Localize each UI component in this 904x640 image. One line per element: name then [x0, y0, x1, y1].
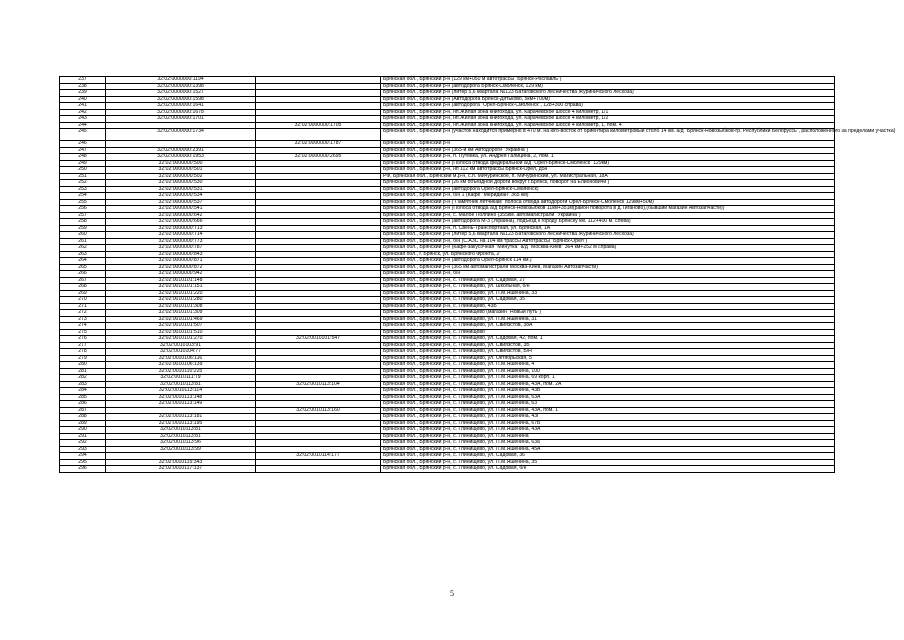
row-number-cell: 293 [60, 446, 106, 453]
address-cell: Брянская обл., Брянский р-н (26 км объездной дороги вокруг г.Брянск, поворот на Елионовичи ) [381, 180, 835, 187]
cadastral-number-cell: 32:02:0000000:773 [106, 238, 256, 245]
cadastral-number-cell: 32:02:0000000:1598 [106, 96, 256, 103]
address-cell: Брянская обл., Брянский р-н (литер 5,6 квартала №123 Батаговского лесничества Журиничского лесхоза) [381, 90, 835, 97]
row-number-cell: 292 [60, 440, 106, 447]
row-number-cell: 280 [60, 362, 106, 369]
row-number-cell: 276 [60, 336, 106, 343]
address-cell: Брянская обл., Брянский р-н (Полоса отвода федеральной а/д "Орел-Брянск-Смоленск" 129км) [381, 160, 835, 167]
cadastral-number-cell: 32:02:0010113:181 [106, 414, 256, 421]
related-cadastral-number-cell [256, 466, 381, 473]
row-number-cell: 277 [60, 342, 106, 349]
cadastral-number-cell: 32:02:0010101:510 [106, 329, 256, 336]
row-number-cell: 246 [60, 141, 106, 148]
row-number-cell: 281 [60, 368, 106, 375]
address-cell: Брянская обл., Брянский р-н, с. Глинищево, ул. П.М.Яшенина, 43А, пом. 1 [381, 407, 835, 414]
address-cell: Брянская обл., Брянский р-н, с. Глинищево, ул. Свиязстов, 38А [381, 323, 835, 330]
address-cell: Брянская обл., Брянский р-н, с. Глинищево, ул. Садовая, 27 [381, 277, 835, 284]
address-cell: Брянская обл., Брянский р-н, с. Глинищево, ул. Садовая, 35 [381, 297, 835, 304]
cadastral-number-cell: 32:02:0000000:531 [106, 186, 256, 193]
address-cell: Брянская обл., Брянский р-н, с. Глинищево, ул. П.М.Яшенина, 63А [381, 394, 835, 401]
address-cell: Брянская обл., Брянский р-н, с. Глинищево, ул. П.М.Яшенина, 43Г [381, 414, 835, 421]
cadastral-number-cell: 32:02:0000000:872 [106, 264, 256, 271]
cadastral-number-cell: 32:02:0010101:507 [106, 323, 256, 330]
address-cell: Брянская обл., Брянский р-н, с. Глинищево, 43Б [381, 303, 835, 310]
cadastral-number-cell: 32:02:0010101:308 [106, 303, 256, 310]
address-cell: Брянская обл., Брянский р-н, с. Глинищево, ул. П.М.Яшенина, 45А [381, 446, 835, 453]
row-number-cell: 242 [60, 109, 106, 116]
cadastral-number-cell: 32:02:0010111:79 [106, 375, 256, 382]
address-cell: Брянская обл., Брянский р-н (автодорога Орел-Брянск 114 км.) [381, 258, 835, 265]
row-number-cell: 241 [60, 103, 106, 110]
address-cell: Брянская обл., Брянский р-н ("Памятник летчикам" полоса отвода автодороги Орел-Брянск-Смоленск 129км+50м) [381, 199, 835, 206]
address-cell: Брянская обл., Брянский р-н, с. Глинищево (магазин "Новый путь") [381, 310, 835, 317]
address-cell: Брянская обл., Брянский р-н (автодорога "Орел-Брянск-Смоленск", 128+300 справа) [381, 103, 835, 110]
address-cell: Брянская обл., Брянский р-н (литер 5,6 квартала №123 Батаговского лесничества Журиничского лесхоза) [381, 232, 835, 239]
row-number-cell: 295 [60, 459, 106, 466]
address-cell: Брянская обл., Брянский р-н, с. Глинищево, ул. П.М.Яшенина, 43Б [381, 388, 835, 395]
cadastral-number-cell: 32:02:0000000:942 [106, 271, 256, 278]
address-cell: Брянская обл., Брянский р-н, с. Глинищево, ул. П.М.Яшенина, 63 [381, 401, 835, 408]
related-cadastral-number-cell: 32:02:0010101:547 [256, 336, 381, 343]
address-cell: Брянская обл., Брянский р-н, с. Глинищево, ул. П.М.Яшенина, 43А, пом. 2А [381, 381, 835, 388]
row-number-cell: 261 [60, 238, 106, 245]
row-number-cell: 294 [60, 453, 106, 460]
address-cell: РФ, Брянская обл., Брянский м.р-н, с.п. Мичуринское, п. Мичуринский, ул. Магистральная, 18А [381, 173, 835, 180]
address-cell: Брянская обл., Брянский р-н, с. Глинищево, ул. Октябрьская, 5 [381, 355, 835, 362]
row-number-cell: 238 [60, 83, 106, 90]
cadastral-number-cell: 32:02:0010106:116 [106, 355, 256, 362]
table-row [60, 466, 835, 473]
address-cell: Брянская обл., Брянский р-н, п. Путевка, ул. Андрея Галицина, 2, пом. 1 [381, 154, 835, 161]
address-cell: Брянская обл., Брянский р-н, с. Глинищево, ул. Свиязстов, 3Б [381, 342, 835, 349]
row-number-cell: 248 [60, 154, 106, 161]
cadastral-number-cell: 32:02:0000000:1527 [106, 90, 256, 97]
row-number-cell: 249 [60, 160, 106, 167]
row-number-cell: 263 [60, 251, 106, 258]
cadastral-number-cell: 32:02:0000000:1194 [106, 77, 256, 84]
cadastral-number-cell: 32:02:0010117:137 [106, 466, 256, 473]
cadastral-number-cell: 32:02:0000000:1953 [106, 154, 256, 161]
row-number-cell: 282 [60, 375, 106, 382]
address-cell: Брянская обл., Брянский р-н, б/н 1 (Кафе "Меридиан" 365 км) [381, 193, 835, 200]
related-cadastral-number-cell [256, 129, 381, 141]
address-cell: Брянская обл., Брянский р-н, с. Глинищево, ул. Школьная, б/н [381, 284, 835, 291]
cadastral-number-cell: 32:02:0000000:714 [106, 232, 256, 239]
row-number-cell: 268 [60, 284, 106, 291]
cadastral-number-cell: 32:02:0010110:225 [106, 368, 256, 375]
row-number-cell: 287 [60, 407, 106, 414]
cadastral-number-cell: 32:02:0000000:1734 [106, 129, 256, 141]
row-number-cell: 290 [60, 427, 106, 434]
row-number-cell: 257 [60, 212, 106, 219]
address-cell: Брянская обл., Брянский р-н (автодорога Брянск-Смоленск, 129 км) [381, 83, 835, 90]
row-number-cell: 237 [60, 77, 106, 84]
address-cell: Брянская обл., Брянский р-н, с. Глинищево, ул. П.М.Яшенина, 69 корп. 1 [381, 375, 835, 382]
row-number-cell: 269 [60, 290, 106, 297]
address-cell: Брянская обл., Брянский р-н, с. Глинищево, ул. Садовая, б/н [381, 466, 835, 473]
related-cadastral-number-cell: 32:02:0000000:2695 [256, 154, 381, 161]
row-number-cell: 273 [60, 316, 106, 323]
address-cell: Брянская обл., Брянский р-н, нп.Жилая зона книгохода, ул. Карачевское шоссе 4 километр, 1/2 [381, 116, 835, 123]
cadastral-number-cell: 32:02:0010101:309 [106, 310, 256, 317]
row-number-cell: 245 [60, 129, 106, 141]
row-number-cell: 244 [60, 122, 106, 129]
row-number-cell: 239 [60, 90, 106, 97]
row-number-cell: 289 [60, 420, 106, 427]
address-cell: Брянская обл., Брянский р-н (автодорога М-3 (Украина), подъезд к городу Брянску км. 112+400 м. слева) [381, 219, 835, 226]
row-number-cell: 243 [60, 116, 106, 123]
registry-table [59, 76, 896, 473]
row-number-cell: 250 [60, 167, 106, 174]
address-cell: Брянская обл., Брянский р-н, п. Свень-Транспортная, ул. Брянская, 1А [381, 225, 835, 232]
address-cell: Брянская обл., Брянский р-н (365 км автомагистрали Москва-Киев, Магазин Автозапчасти) [381, 264, 835, 271]
cadastral-number-cell: 32:02:0000000:871 [106, 258, 256, 265]
cadastral-number-cell: 32:02:0000000:1398 [106, 83, 256, 90]
address-cell: Брянская обл., Брянский р-н, б/н [381, 271, 835, 278]
cadastral-number-cell: 32:02:0010115:343 [106, 459, 256, 466]
address-cell: Брянская обл., Брянский р-н, с. Глинищево, ул. Садовая, 42, пом. 1 [381, 336, 835, 343]
row-number-cell: 247 [60, 147, 106, 154]
cadastral-number-cell: 32:02:0010113:99 [106, 446, 256, 453]
cadastral-number-cell: 32:02:0010113:81 [106, 381, 256, 388]
cadastral-number-cell: 32:02:0000000:787 [106, 245, 256, 252]
cadastral-number-cell: 32:02:0000000:1678 [106, 109, 256, 116]
cadastral-number-cell: 32:02:0000000:713 [106, 225, 256, 232]
cadastral-number-cell: 32:02:0010101:280 [106, 297, 256, 304]
related-cadastral-number-cell: 32:02:0000000:1787 [256, 141, 381, 148]
address-cell: Брянская обл., Брянский р-н, с. Глинищево, ул. П.М.Яшенина, 100 [381, 368, 835, 375]
row-number-cell: 252 [60, 180, 106, 187]
row-number-cell: 291 [60, 433, 106, 440]
cadastral-number-cell: 32:02:0000000:541 [106, 206, 256, 213]
row-number-cell: 266 [60, 271, 106, 278]
row-number-cell: 283 [60, 381, 106, 388]
registry-table-body [60, 76, 896, 473]
row-number-cell: 259 [60, 225, 106, 232]
cadastral-number-cell: 32:02:0000000:1641 [106, 103, 256, 110]
row-number-cell: 260 [60, 232, 106, 239]
address-cell: Брянская обл., Брянский р-н [381, 141, 835, 148]
cadastral-number-cell: 32:02:0000000:500 [106, 160, 256, 167]
cadastral-number-cell: 32:02:0010104:77 [106, 349, 256, 356]
cadastral-number-cell: 32:02:0010113:195 [106, 420, 256, 427]
related-cadastral-number-cell: 32:02:0010113:160 [256, 407, 381, 414]
address-cell: Брянская обл., Брянский р-н, с. Глинищево, ул. Садовая, 36 [381, 453, 835, 460]
cadastral-number-cell: 32:02:0010101:148 [106, 277, 256, 284]
address-cell: Брянская обл., Брянский р-н (автодорога Орел-Брянск-Смоленск) [381, 186, 835, 193]
address-cell: Брянская обл., Брянский р-н, с. Глинищево, ул. П.М.Яшенина, 63а [381, 440, 835, 447]
address-cell: Брянская обл., Брянский р-н, с. Глинищево, ул. П.М.Яшенина, 33 [381, 290, 835, 297]
address-cell: Брянская обл., Брянский р-н, с. Глинищево, ул. П.М.Яшенина, 67Б [381, 420, 835, 427]
row-number-cell: 256 [60, 206, 106, 213]
address-cell: Брянская обл., Брянский р-н, нп.Жилая зона книгохода, ул. Карачевское шоссе 4 километр, 1/1 [381, 109, 835, 116]
row-number-cell: 275 [60, 329, 106, 336]
related-cadastral-number-cell: 32:02:0010114:177 [256, 453, 381, 460]
address-cell: Брянская обл., Брянский р-н, с. Глинищево, ул. Свиязстов, Б/Н [381, 349, 835, 356]
row-number-cell: 274 [60, 323, 106, 330]
cadastral-number-cell: 32:02:0010101:220 [106, 290, 256, 297]
row-number-cell: 267 [60, 277, 106, 284]
address-cell: Брянская обл., Брянский р-н, с. Глинищево [381, 329, 835, 336]
cadastral-number-cell: 32:02:0010103:91 [106, 342, 256, 349]
row-number-cell: 285 [60, 394, 106, 401]
address-cell: Брянская обл., Брянский р-н, с. Глинищево, ул. П.М.Яшенина [381, 433, 835, 440]
row-number-cell: 272 [60, 310, 106, 317]
row-number-cell: 271 [60, 303, 106, 310]
row-number-cell: 240 [60, 96, 106, 103]
row-number-cell: 279 [60, 355, 106, 362]
address-cell: Брянская обл., Брянский р-н, б/н (С.АЗС на 104 км трассы Автотрассы "Брянск-Орел") [381, 238, 835, 245]
row-number-cell: 254 [60, 193, 106, 200]
cadastral-number-cell: 32:02:0010101:151 [106, 284, 256, 291]
address-cell: Брянская обл., Брянский р-н (участок находится примерно в 470 м. на юго-восток от ориентира километровый столб 14 км. а/д "Брянск-Новозыбков-гр. Республики Белоруссь", расположенного за пределами участка) [381, 129, 835, 141]
cadastral-number-cell: 32:02:0010113:114 [106, 388, 256, 395]
table-row [60, 129, 835, 141]
cadastral-number-cell: 32:02:0000000:2391 [106, 147, 256, 154]
row-number-cell: 278 [60, 349, 106, 356]
row-number-cell: 258 [60, 219, 106, 226]
row-number-cell: 270 [60, 297, 106, 304]
address-cell: Брянская обл., Брянский р-н, с. Глинищево, ул. П.М.Яшенина, 43А [381, 427, 835, 434]
cadastral-number-cell: 32:02:0000000:537 [106, 199, 256, 206]
cadastral-number-cell: 32:02:0010113:96 [106, 440, 256, 447]
row-number-cell: 296 [60, 466, 106, 473]
cadastral-number-cell: 32:02:0000000:502 [106, 173, 256, 180]
address-cell: Брянская обл., г. Брянск, ул. Брянского Фронта, 2" [381, 251, 835, 258]
address-cell: Брянская обл., Брянский р-н (Автодорога Брянск-Дятьково, 5км+700м) [381, 96, 835, 103]
row-number-cell: 265 [60, 264, 106, 271]
address-cell: Брянская обл., Брянский р-н (129 км+050 м автотрассы "Брянск-Рославль") [381, 77, 835, 84]
address-cell: Брянская обл., Брянский р-н (365-й км Автодороги "Украина") [381, 147, 835, 154]
address-cell: Брянская обл., Брянский р-н, с. Малое Полпино (355км. автомагистрали "Украина") [381, 212, 835, 219]
row-number-cell: 288 [60, 414, 106, 421]
row-number-cell: 264 [60, 258, 106, 265]
cadastral-number-cell: 32:02:0010113:149 [106, 401, 256, 408]
row-number-cell: 286 [60, 401, 106, 408]
cadastral-number-cell: 32:02:0000000:534 [106, 193, 256, 200]
address-cell: Брянская обл., Брянский р-н, с. Глинищево, ул. П.М.Яшенина, 4 [381, 362, 835, 369]
cadastral-number-cell: 32:02:0010113:81 [106, 433, 256, 440]
address-cell: Брянская обл., Брянский р-н, нп.Жилая зона книгохода, ул. Карачевское шоссе 4 километр, 1, пом. 4 [381, 122, 835, 129]
cadastral-number-cell: 32:02:0000000:666 [106, 219, 256, 226]
cadastral-number-cell: 32:02:0010106:139 [106, 362, 256, 369]
cadastral-number-cell: 32:02:0010101:270 [106, 336, 256, 343]
cadastral-number-cell: 32:02:0010101:469 [106, 316, 256, 323]
row-number-cell: 284 [60, 388, 106, 395]
related-cadastral-number-cell: 32:02:0000000:1705 [256, 122, 381, 129]
address-cell: Брянская обл., Брянский р-н, с. Глинищево, ул. П.М.Яшенина, 35 [381, 459, 835, 466]
row-number-cell: 255 [60, 199, 106, 206]
row-number-cell: 262 [60, 245, 106, 252]
cadastral-number-cell: 32:02:0000000:1701 [106, 116, 256, 123]
address-cell: Брянская обл., Брянский р-н (Кафе-закусочная "Минутка" а/д "Москва-Киев" 364 км+252 м справа) [381, 245, 835, 252]
page-number: 5 [450, 589, 454, 598]
cadastral-number-cell: 32:02:0000000:501 [106, 167, 256, 174]
related-cadastral-number-cell: 32:02:0010113:104 [256, 381, 381, 388]
cadastral-number-cell: 32:02:0000000:843 [106, 251, 256, 258]
row-number-cell: 251 [60, 173, 106, 180]
address-cell: Брянская обл., Брянский р-н, нп 112 км автотрассы Брянск-Орел, д5н [381, 167, 835, 174]
cadastral-number-cell: 32:02:0010113:148 [106, 394, 256, 401]
cadastral-number-cell: 32:02:0000000:530 [106, 180, 256, 187]
cadastral-number-cell: 32:02:0000000:642 [106, 212, 256, 219]
address-cell: Брянская обл., Брянский р-н (Полоса отвода а/д Брянск-Новозыбков 11км+351м(район поворота в д.Тиганово),(бывший магазин Автозапчасти)) [381, 206, 835, 213]
row-number-cell: 253 [60, 186, 106, 193]
address-cell: Брянская обл., Брянский р-н, с. Глинищево, ул. П.М.Яшенина, 31 [381, 316, 835, 323]
cadastral-number-cell: 32:02:0010113:81 [106, 427, 256, 434]
